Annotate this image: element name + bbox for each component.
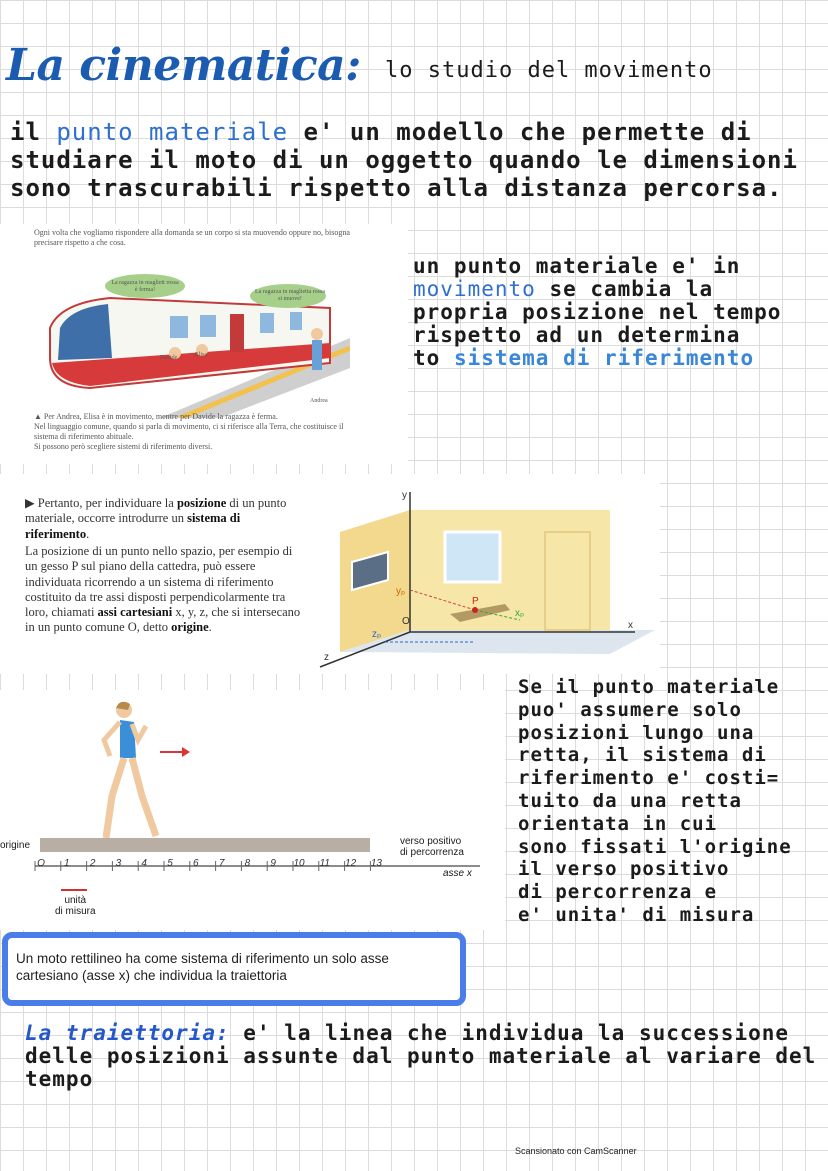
gymnast-illustration [90, 696, 210, 846]
axis-tick-label: 8 [244, 858, 251, 869]
line-note [518, 676, 828, 927]
ref-body-3: . [208, 620, 212, 635]
label-o: O [402, 616, 410, 627]
gymnast-leg-left [106, 758, 124, 838]
movement-line-2-rest: se cambia la [535, 277, 714, 301]
axis-x-label: asse x [443, 868, 472, 879]
page-title: La cinematica: [6, 40, 361, 91]
movement-line-4: rispetto ad un determina [413, 323, 741, 347]
axis-tick-label: 12 [345, 858, 357, 869]
ref-intro-b: posizione [176, 496, 227, 510]
origin-label: origine [0, 840, 31, 851]
reference-intro [25, 496, 305, 542]
gymnast-arm-left [104, 722, 120, 756]
train-window-3 [260, 313, 274, 333]
line-note-line: il verso positivo [518, 858, 730, 881]
positive-line-2: di percorrenza [400, 847, 464, 858]
train-panel [0, 224, 408, 464]
caption-line-1: ▲ Per Andrea, Elisa è in movimento, mentre per Davide la ragazza è ferma. [34, 412, 278, 421]
axis-tick-label: 11 [319, 858, 330, 869]
axis-tick-label: 4 [141, 858, 147, 869]
axis-ticks [30, 858, 490, 898]
trajectory-term: La traiettoria: [25, 1021, 230, 1045]
train-window-1 [170, 316, 188, 338]
axis-tick-label: O [37, 858, 45, 869]
intro-term: punto materiale [56, 118, 289, 146]
line-note-line: tuito da una retta [518, 789, 742, 812]
ref-body-b2: origine [171, 620, 209, 635]
axis-tick-label: 3 [115, 858, 122, 869]
person-andrea-body [312, 340, 322, 370]
ref-body-2: x, y, z, che si intersecano in un punto comune O, detto [25, 605, 301, 635]
movement-line-3: propria posizione nel tempo [413, 300, 782, 324]
movement-term: movimento [413, 277, 536, 301]
trajectory-text: e' la linea che individua la successione delle posizioni assunte dal punto materiale al variare del tempo [25, 1021, 817, 1091]
caption-line-3: Si possono però scegliere sistemi di riferimento diversi. [34, 442, 213, 451]
label-z: z [324, 652, 329, 663]
reference-system-term: sistema di riferimento [453, 346, 755, 370]
reference-body [25, 544, 305, 636]
ref-intro-a: ▶ Pertanto, per individuare la [25, 496, 177, 510]
axis-tick-label: 1 [64, 858, 70, 869]
line-note-line: Se il punto materiale [518, 676, 780, 698]
line-note-line: di percorrenza e [518, 881, 718, 904]
intro-paragraph [10, 118, 820, 202]
caption-line-2: Nel linguaggio comune, quando si parla di movimento, ci si riferisce alla Terra, che costituisce il sistema di riferimento abituale. [34, 422, 344, 441]
train-window-4 [290, 312, 302, 330]
unit-label [55, 895, 96, 917]
ref-intro-c: di un punto materiale, occorre introdurre un [25, 496, 287, 526]
label-x: x [628, 620, 633, 631]
movement-line-1: un punto materiale e' in [413, 254, 741, 278]
room-window-back [445, 532, 500, 582]
label-yp: yₚ [396, 586, 406, 597]
train-door [230, 314, 244, 352]
axis-tick-label: 9 [270, 858, 276, 869]
label-xp: xₚ [515, 608, 525, 619]
point-p [472, 607, 478, 613]
label-zp: zₚ [372, 629, 382, 640]
gymnast-leg-right [132, 758, 156, 836]
label-y: y [402, 490, 407, 501]
name-andrea: Andrea [310, 398, 328, 404]
label-p: P [472, 596, 479, 607]
bubble-right: La ragazza in maglietta rossa si muove! [255, 289, 325, 302]
line-note-line: posizioni lungo una [518, 721, 755, 744]
bubble-left: La ragazza in magliett rossa è ferma! [111, 280, 179, 293]
axis-tick-label: 5 [167, 858, 173, 869]
movement-note [413, 255, 823, 370]
line-note-line: orientata in cui [518, 812, 718, 835]
line-note-line: e' unita' di misura [518, 903, 755, 926]
reference-panel [0, 474, 660, 674]
highlight-text: Un moto rettilineo ha come sistema di riferimento un solo asse cartesiano (asse x) che individua la traiettoria [16, 951, 389, 983]
axis-tick-label: 10 [293, 858, 305, 869]
room-back-wall [410, 510, 610, 630]
line-note-line: retta, il sistema di [518, 744, 767, 767]
direction-arrow-head [182, 747, 190, 757]
name-elisa: Elisa [195, 352, 207, 358]
train-caption-bottom [34, 412, 364, 452]
movement-line-5-start: to [413, 346, 454, 370]
line-note-line: puo' assumere solo [518, 698, 742, 721]
line-note-line: riferimento e' costi= [518, 767, 780, 790]
axis-panel [0, 690, 505, 930]
train-caption-top: Ogni volta che vogliamo rispondere alla domanda se un corpo si sta muovendo oppure no, bisogna precisare rispetto a che cosa. [34, 228, 350, 247]
trajectory-definition [25, 1022, 825, 1091]
scanner-footer: Scansionato con CamScanner [515, 1146, 637, 1156]
axis-tick-label: 7 [218, 858, 225, 869]
unit-line-2: di misura [55, 906, 96, 917]
axis-tick-label: 6 [193, 858, 199, 869]
movement-line-2 [413, 278, 823, 301]
axis-tick-label: 13 [370, 858, 382, 869]
positive-direction-label [400, 836, 464, 858]
axis-tick-label: 2 [89, 858, 96, 869]
unit-line-1: unità [64, 895, 87, 906]
line-note-line: sono fissati l'origine [518, 835, 792, 858]
balance-beam [40, 838, 370, 852]
cartesian-room-diagram [310, 482, 655, 672]
name-davide: Davide [160, 355, 178, 361]
ref-intro-e: . [86, 526, 90, 541]
intro-after: e' un modello che permette di studiare il moto di un oggetto quando le dimensioni sono trascurabili rispetto alla distanza percorsa. [10, 118, 798, 202]
intro-before: il [10, 118, 57, 146]
ref-body-1: La posizione di un punto nello spazio, per esempio di un gesso P sul piano della cattedra, può essere individuata ricorrendo a un sistema di riferimento costituito da tre assi disposti perpendicolarmente tra loro, chiamati [25, 544, 293, 620]
positive-line-1: verso positivo [400, 836, 462, 847]
train-window-2 [200, 315, 216, 337]
ref-intro-d: sistema di riferimento [25, 511, 241, 541]
ref-body-b: assi cartesiani [97, 605, 173, 620]
page-subtitle: lo studio del movimento [385, 58, 713, 83]
movement-line-5 [413, 347, 823, 370]
person-andrea-head [311, 328, 323, 340]
